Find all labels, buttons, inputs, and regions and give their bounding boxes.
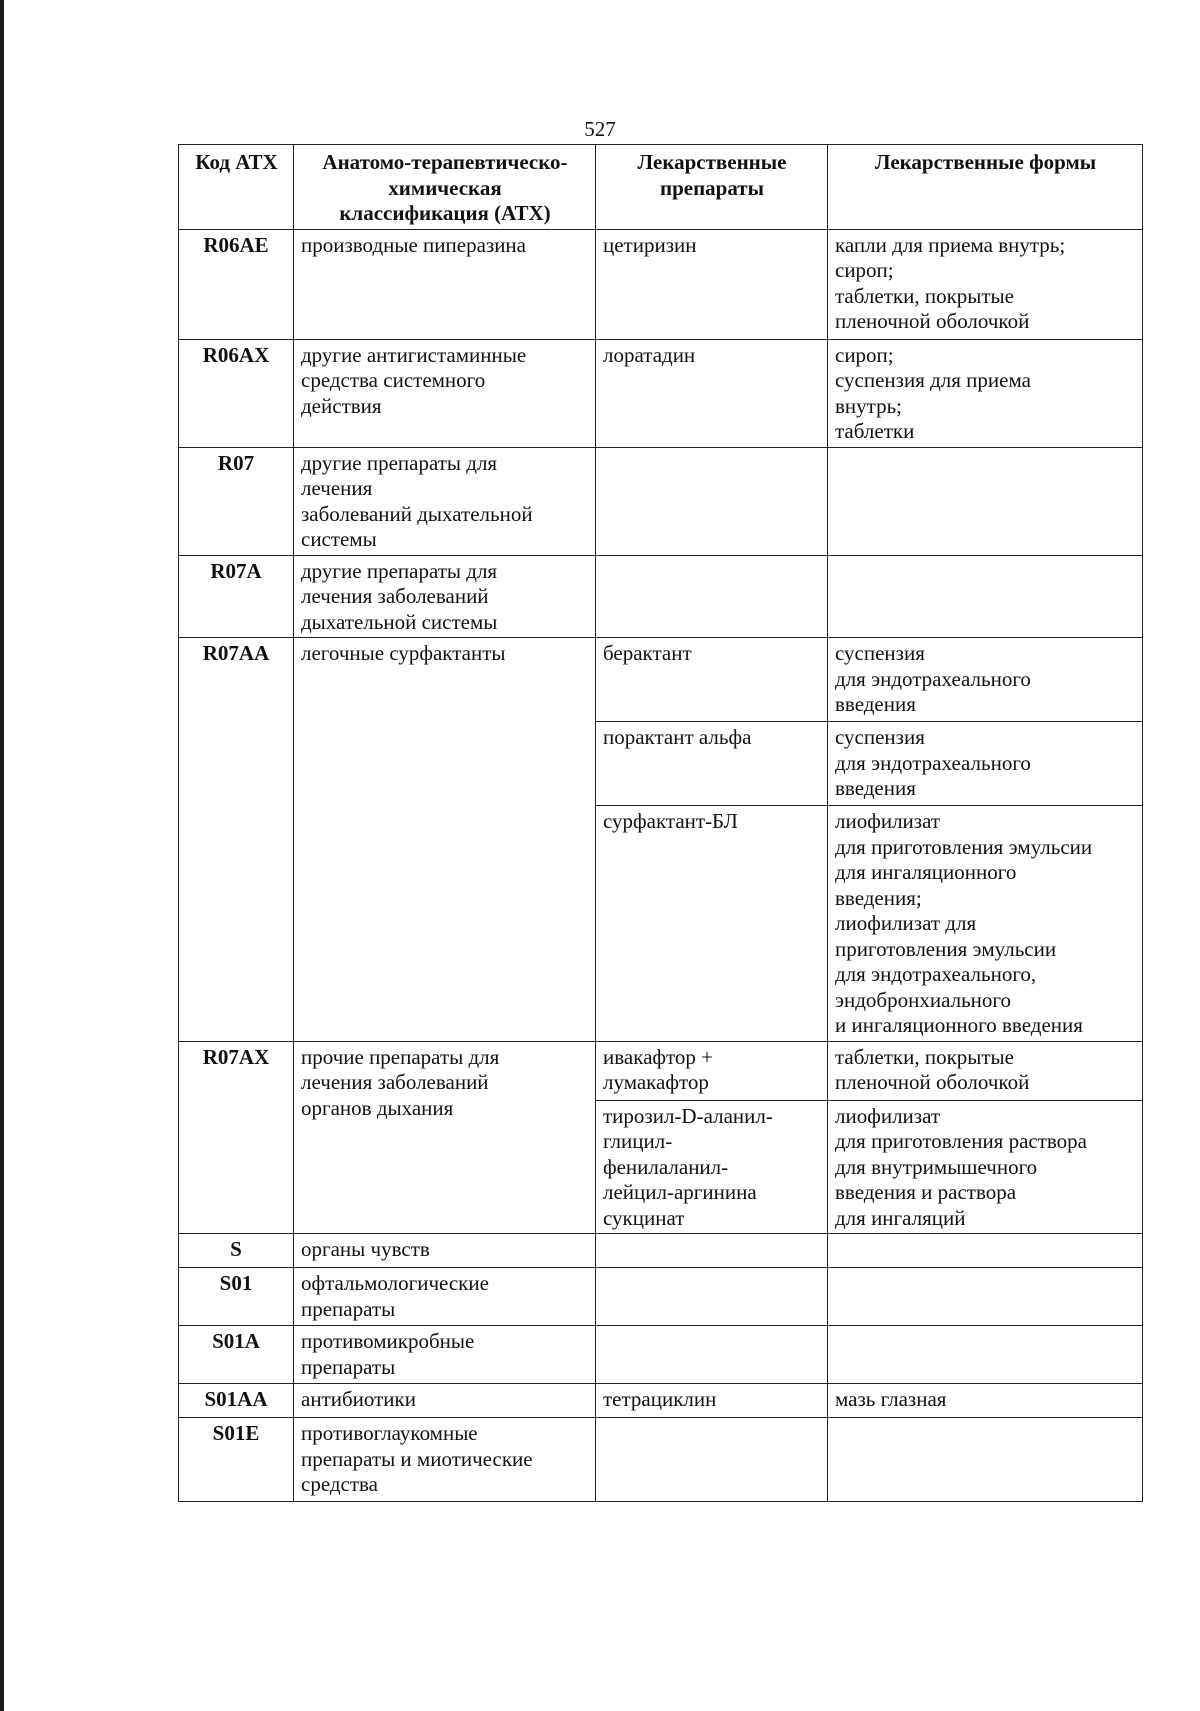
- atx-code-cell: R07A: [179, 555, 294, 638]
- atx-code-cell: S01AA: [179, 1384, 294, 1418]
- classification-cell: производные пиперазина: [294, 229, 596, 339]
- table-row: [179, 1268, 1143, 1326]
- drug-name-cell: [596, 1418, 828, 1502]
- dosage-forms-cell: [828, 1418, 1143, 1502]
- dosage-forms-cell: [828, 447, 1143, 555]
- classification-cell: противомикробные препараты: [294, 1326, 596, 1384]
- table-body: [179, 229, 1143, 1502]
- table-row: [179, 1418, 1143, 1502]
- header-code: Код АТХ: [179, 145, 294, 230]
- dosage-forms-cell: [828, 555, 1143, 638]
- dosage-forms-cell: капли для приема внутрь; сироп; таблетки, покрытые пленочной оболочкой: [828, 229, 1143, 339]
- atx-code-cell: S01A: [179, 1326, 294, 1384]
- drug-name-cell: порактант альфа: [596, 722, 828, 806]
- drug-name-cell: [596, 1234, 828, 1268]
- dosage-forms-cell: [828, 1326, 1143, 1384]
- atx-code-cell: R07: [179, 447, 294, 555]
- header-classification: Анатомо-терапевтическо- химическая классификация (АТХ): [294, 145, 596, 230]
- drug-name-cell: сурфактант-БЛ: [596, 806, 828, 1042]
- table-row: [179, 638, 1143, 722]
- table-header-row: [179, 145, 1143, 230]
- dosage-forms-cell: [828, 1234, 1143, 1268]
- classification-cell: антибиотики: [294, 1384, 596, 1418]
- atx-code-cell: R06AE: [179, 229, 294, 339]
- scan-edge: [0, 0, 4, 1711]
- dosage-forms-cell: [828, 1268, 1143, 1326]
- drug-name-cell: ивакафтор + лумакафтор: [596, 1041, 828, 1100]
- atx-code-cell: S01: [179, 1268, 294, 1326]
- drug-name-cell: [596, 1268, 828, 1326]
- table-row: [179, 339, 1143, 447]
- atx-table: [178, 144, 1143, 1502]
- dosage-forms-cell: мазь глазная: [828, 1384, 1143, 1418]
- table-row: [179, 1384, 1143, 1418]
- table-row: [179, 229, 1143, 339]
- header-drugs: Лекарственные препараты: [596, 145, 828, 230]
- drug-name-cell: берактант: [596, 638, 828, 722]
- drug-name-cell: [596, 447, 828, 555]
- atx-code-cell: R06AX: [179, 339, 294, 447]
- header-forms: Лекарственные формы: [828, 145, 1143, 230]
- table-row: [179, 1326, 1143, 1384]
- drug-name-cell: тетрациклин: [596, 1384, 828, 1418]
- dosage-forms-cell: суспензия для эндотрахеального введения: [828, 722, 1143, 806]
- table-row: [179, 555, 1143, 638]
- classification-cell: офтальмологические препараты: [294, 1268, 596, 1326]
- dosage-forms-cell: суспензия для эндотрахеального введения: [828, 638, 1143, 722]
- atx-code-cell: R07AX: [179, 1041, 294, 1234]
- drug-name-cell: лоратадин: [596, 339, 828, 447]
- classification-cell: органы чувств: [294, 1234, 596, 1268]
- atx-code-cell: S: [179, 1234, 294, 1268]
- classification-cell: легочные сурфактанты: [294, 638, 596, 1042]
- page-number: 527: [584, 117, 616, 141]
- drug-name-cell: [596, 1326, 828, 1384]
- atx-code-cell: R07AA: [179, 638, 294, 1042]
- drug-name-cell: [596, 555, 828, 638]
- dosage-forms-cell: сироп; суспензия для приема внутрь; таблетки: [828, 339, 1143, 447]
- dosage-forms-cell: лиофилизат для приготовления эмульсии для ингаляционного введения; лиофилизат для приготовления эмульсии для эндотрахеального, эндобронхиального и ингаляционного введения: [828, 806, 1143, 1042]
- dosage-forms-cell: лиофилизат для приготовления раствора для внутримышечного введения и раствора для ингаляций: [828, 1100, 1143, 1234]
- classification-cell: противоглаукомные препараты и миотические средства: [294, 1418, 596, 1502]
- classification-cell: другие препараты для лечения заболеваний дыхательной системы: [294, 447, 596, 555]
- table-row: [179, 447, 1143, 555]
- drug-name-cell: цетиризин: [596, 229, 828, 339]
- atx-code-cell: S01E: [179, 1418, 294, 1502]
- dosage-forms-cell: таблетки, покрытые пленочной оболочкой: [828, 1041, 1143, 1100]
- classification-cell: другие антигистаминные средства системного действия: [294, 339, 596, 447]
- classification-cell: другие препараты для лечения заболеваний дыхательной системы: [294, 555, 596, 638]
- classification-cell: прочие препараты для лечения заболеваний органов дыхания: [294, 1041, 596, 1234]
- drug-name-cell: тирозил-D-аланил- глицил- фенилаланил- лейцил-аргинина сукцинат: [596, 1100, 828, 1234]
- table-row: [179, 1234, 1143, 1268]
- table-row: [179, 1041, 1143, 1100]
